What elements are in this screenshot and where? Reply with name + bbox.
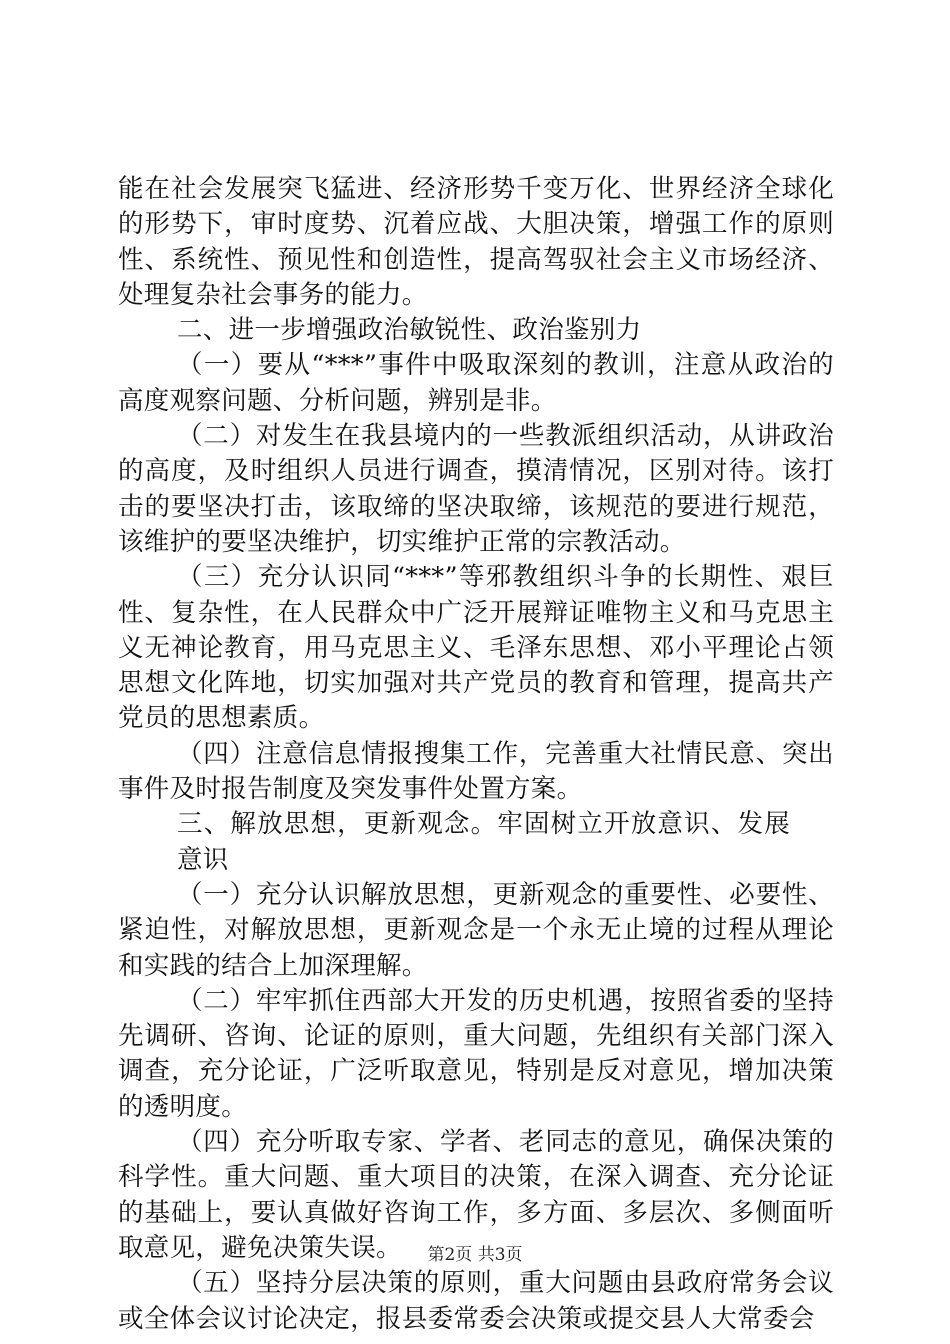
section-heading-2: 二、进一步增强政治敏锐性、政治鉴别力 (177, 315, 642, 346)
paragraph-2-4: （四）注意信息情报搜集工作，完善重大社情民意、突出事件及时报告制度及突发事件处置方案。 (118, 738, 834, 805)
section-heading-3: 三、解放思想，更新观念。牢固树立开放意识、发展意识 (177, 809, 790, 875)
paragraph-2-2: （二）对发生在我县境内的一些教派组织活动，从讲政治的高度，及时组织人员进行调查，摸清情况，区别对待。该打击的要坚决打击，该取缔的坚决取缔，该规范的要进行规范，该维护的要坚决维护，切实维护正常的宗教活动。 (118, 421, 834, 557)
document-body (118, 172, 834, 1337)
paragraph-3-4: （四）充分听取专家、学者、老同志的意见，确保决策的科学性。重大问题、重大项目的决策，在深入调查、充分论证的基础上，要认真做好咨询工作，多方面、多层次、多侧面听取意见，避免决策失误。 (118, 1127, 834, 1263)
paragraph-2-3: （三）充分认识同“***”等邪教组织斗争的长期性、艰巨性、复杂性，在人民群众中广泛开展辩证唯物主义和马克思主义无神论教育，用马克思主义、毛泽东思想、邓小平理论占领思想文化阵地，切实加强对共产党员的教育和管理，提高共产党员的思想素质。 (118, 562, 834, 734)
paragraph-3-5: （五）坚持分层决策的原则，重大问题由县政府常务会议或全体会议讨论决定，报县委常委会决策或提交县人大常委会 (118, 1268, 834, 1334)
paragraph-2-1: （一）要从“***”事件中吸取深刻的教训，注意从政治的高度观察问题、分析问题，辨别是非。 (118, 350, 834, 416)
page-number-footer: 第2页 共3页 (427, 1245, 523, 1265)
paragraph-3-1: （一）充分认识解放思想，更新观念的重要性、必要性、紧迫性，对解放思想，更新观念是一个永无止境的过程从理论和实践的结合上加深理解。 (118, 879, 834, 981)
paragraph-3-2: （二）牢牢抓住西部大开发的历史机遇，按照省委的坚持先调研、咨询、论证的原则，重大问题，先组织有关部门深入调查，充分论证，广泛听取意见，特别是反对意见，增加决策的透明度。 (118, 985, 834, 1122)
paragraph-1: 能在社会发展突飞猛进、经济形势千变万化、世界经济全球化的形势下，审时度势、沉着应战、大胆决策，增强工作的原则性、系统性、预见性和创造性，提高驾驭社会主义市场经济、处理复杂社会事务的能力。 (118, 174, 834, 310)
